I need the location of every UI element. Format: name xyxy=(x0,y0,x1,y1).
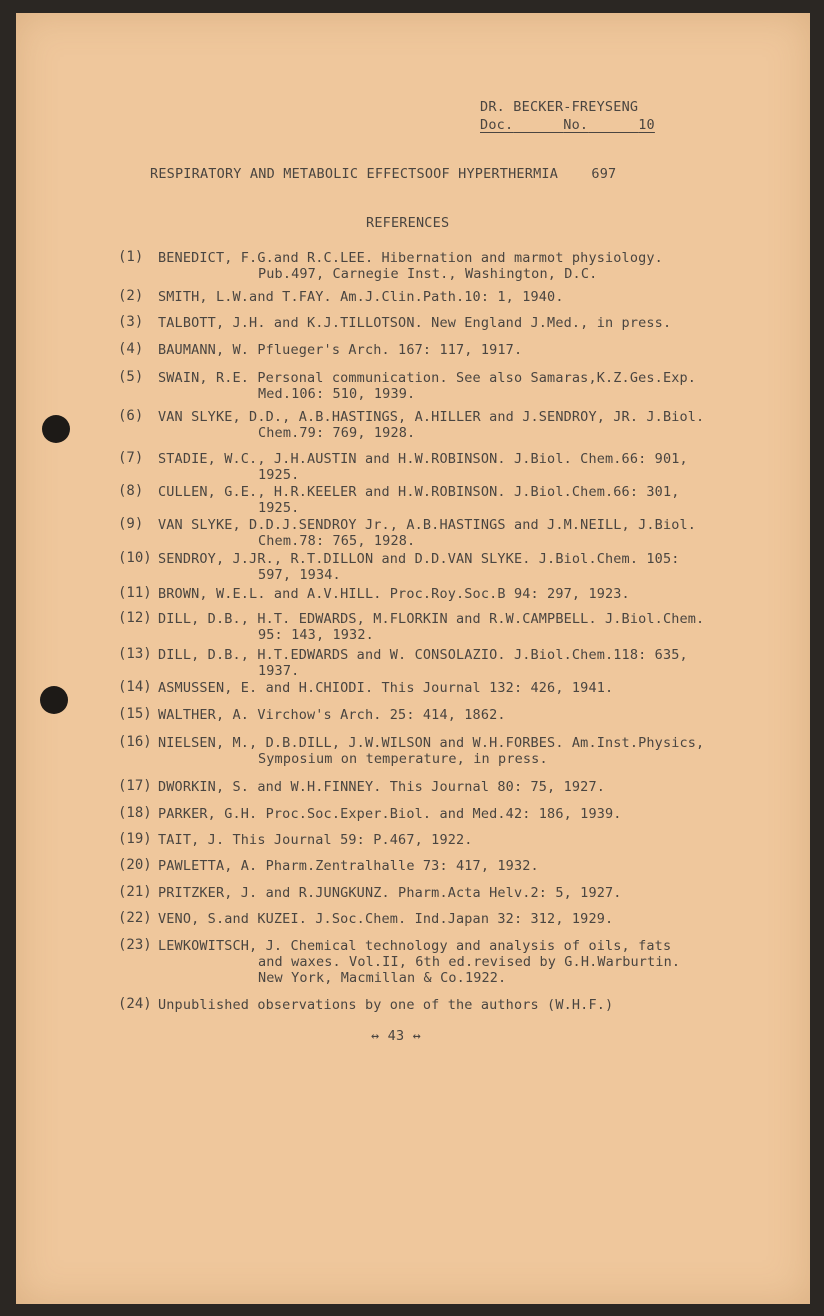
title-text: RESPIRATORY AND METABOLIC EFFECTSOOF HYPERTHERMIA xyxy=(150,166,559,182)
reference-entry xyxy=(158,911,613,927)
reference-line-1: PRITZKER, J. and R.JUNGKUNZ. Pharm.Acta Helv.2: 5, 1927. xyxy=(158,885,622,901)
reference-line-2: Chem.79: 769, 1928. xyxy=(258,425,416,441)
reference-line-1: VAN SLYKE, D.D.J.SENDROY Jr., A.B.HASTINGS and J.M.NEILL, J.Biol. xyxy=(158,517,697,533)
reference-number: (20) xyxy=(118,857,152,873)
reference-number: (9) xyxy=(118,516,144,532)
reference-number: (3) xyxy=(118,314,144,330)
reference-line-2: Chem.78: 765, 1928. xyxy=(258,533,416,549)
references-heading: REFERENCES xyxy=(366,215,450,231)
punch-hole-top xyxy=(42,415,70,443)
reference-number: (21) xyxy=(118,884,152,900)
reference-line-2: 1937. xyxy=(258,663,300,679)
page-number: ↔ 43 ↔ xyxy=(371,1028,421,1044)
reference-line-1: VAN SLYKE, D.D., A.B.HASTINGS, A.HILLER and J.SENDROY, JR. J.Biol. xyxy=(158,409,705,425)
reference-line-1: STADIE, W.C., J.H.AUSTIN and H.W.ROBINSON. J.Biol. Chem.66: 901, xyxy=(158,451,688,467)
reference-number: (10) xyxy=(118,550,152,566)
reference-line-1: SENDROY, J.JR., R.T.DILLON and D.D.VAN SLYKE. J.Biol.Chem. 105: xyxy=(158,551,680,567)
reference-number: (17) xyxy=(118,778,152,794)
reference-number: (15) xyxy=(118,706,152,722)
reference-line-2: 95: 143, 1932. xyxy=(258,627,374,643)
reference-number: (23) xyxy=(118,937,152,953)
reference-entry xyxy=(158,806,622,822)
reference-line-1: BROWN, W.E.L. and A.V.HILL. Proc.Roy.Soc.B 94: 297, 1923. xyxy=(158,586,630,602)
doc-label: Doc. xyxy=(480,117,514,133)
reference-number: (14) xyxy=(118,679,152,695)
reference-line-2: Symposium on temperature, in press. xyxy=(258,751,548,767)
reference-line-2: 597, 1934. xyxy=(258,567,341,583)
reference-entry xyxy=(158,997,613,1013)
reference-line-1: DILL, D.B., H.T. EDWARDS, M.FLORKIN and R.W.CAMPBELL. J.Biol.Chem. xyxy=(158,611,705,627)
reference-number: (11) xyxy=(118,585,152,601)
reference-line-1: WALTHER, A. Virchow's Arch. 25: 414, 1862. xyxy=(158,707,506,723)
reference-line-1: SMITH, L.W.and T.FAY. Am.J.Clin.Path.10: 1, 1940. xyxy=(158,289,564,305)
reference-entry xyxy=(158,551,680,583)
reference-entry xyxy=(158,250,663,282)
reference-number: (13) xyxy=(118,646,152,662)
reference-line-3: New York, Macmillan & Co.1922. xyxy=(258,970,507,986)
reference-line-1: TALBOTT, J.H. and K.J.TILLOTSON. New England J.Med., in press. xyxy=(158,315,672,331)
reference-entry xyxy=(158,409,704,441)
reference-line-1: LEWKOWITSCH, J. Chemical technology and analysis of oils, fats xyxy=(158,938,672,954)
reference-number: (18) xyxy=(118,805,152,821)
reference-entry xyxy=(158,370,696,402)
reference-entry xyxy=(158,289,564,305)
reference-number: (5) xyxy=(118,369,144,385)
reference-entry xyxy=(158,342,522,358)
reference-entry xyxy=(158,451,688,483)
reference-line-2: Med.106: 510, 1939. xyxy=(258,386,416,402)
title-page-number: 697 xyxy=(591,166,617,182)
reference-entry xyxy=(158,647,688,679)
reference-entry xyxy=(158,680,613,696)
reference-line-2: 1925. xyxy=(258,500,300,516)
page-title xyxy=(150,167,616,182)
reference-number: (7) xyxy=(118,450,144,466)
reference-line-1: VENO, S.and KUZEI. J.Soc.Chem. Ind.Japan 32: 312, 1929. xyxy=(158,911,614,927)
reference-line-1: Unpublished observations by one of the authors (W.H.F.) xyxy=(158,997,614,1013)
reference-entry xyxy=(158,586,630,602)
reference-number: (4) xyxy=(118,341,144,357)
header-author: DR. BECKER-FREYSENG xyxy=(480,99,639,115)
reference-entry xyxy=(158,779,605,795)
doc-number: 10 xyxy=(638,117,655,133)
reference-entry xyxy=(158,832,473,848)
reference-entry xyxy=(158,858,539,874)
no-label: No. xyxy=(563,117,589,133)
reference-entry xyxy=(158,611,704,643)
reference-line-1: NIELSEN, M., D.B.DILL, J.W.WILSON and W.H.FORBES. Am.Inst.Physics, xyxy=(158,735,705,751)
reference-line-2: and waxes. Vol.II, 6th ed.revised by G.H.Warburtin. xyxy=(258,954,681,970)
reference-line-1: DWORKIN, S. and W.H.FINNEY. This Journal 80: 75, 1927. xyxy=(158,779,605,795)
reference-line-1: ASMUSSEN, E. and H.CHIODI. This Journal 132: 426, 1941. xyxy=(158,680,614,696)
reference-number: (6) xyxy=(118,408,144,424)
reference-entry xyxy=(158,517,696,549)
reference-line-1: BAUMANN, W. Pflueger's Arch. 167: 117, 1917. xyxy=(158,342,523,358)
reference-entry xyxy=(158,885,622,901)
reference-line-1: CULLEN, G.E., H.R.KEELER and H.W.ROBINSON. J.Biol.Chem.66: 301, xyxy=(158,484,680,500)
reference-number: (24) xyxy=(118,996,152,1012)
reference-line-1: PAWLETTA, A. Pharm.Zentralhalle 73: 417, 1932. xyxy=(158,858,539,874)
punch-hole-bottom xyxy=(40,686,68,714)
reference-line-1: DILL, D.B., H.T.EDWARDS and W. CONSOLAZIO. J.Biol.Chem.118: 635, xyxy=(158,647,688,663)
reference-number: (2) xyxy=(118,288,144,304)
reference-line-1: PARKER, G.H. Proc.Soc.Exper.Biol. and Med.42: 186, 1939. xyxy=(158,806,622,822)
header-doc-line xyxy=(480,118,655,133)
reference-line-2: Pub.497, Carnegie Inst., Washington, D.C. xyxy=(258,266,598,282)
reference-number: (16) xyxy=(118,734,152,750)
reference-line-2: 1925. xyxy=(258,467,300,483)
reference-entry xyxy=(158,707,506,723)
reference-number: (12) xyxy=(118,610,152,626)
reference-entry xyxy=(158,735,704,767)
reference-line-1: SWAIN, R.E. Personal communication. See also Samaras,K.Z.Ges.Exp. xyxy=(158,370,697,386)
reference-number: (1) xyxy=(118,249,144,265)
reference-entry xyxy=(158,484,680,516)
reference-number: (8) xyxy=(118,483,144,499)
reference-line-1: TAIT, J. This Journal 59: P.467, 1922. xyxy=(158,832,473,848)
reference-number: (19) xyxy=(118,831,152,847)
reference-line-1: BENEDICT, F.G.and R.C.LEE. Hibernation and marmot physiology. xyxy=(158,250,663,266)
reference-entry xyxy=(158,315,671,331)
reference-entry xyxy=(158,938,680,986)
reference-number: (22) xyxy=(118,910,152,926)
